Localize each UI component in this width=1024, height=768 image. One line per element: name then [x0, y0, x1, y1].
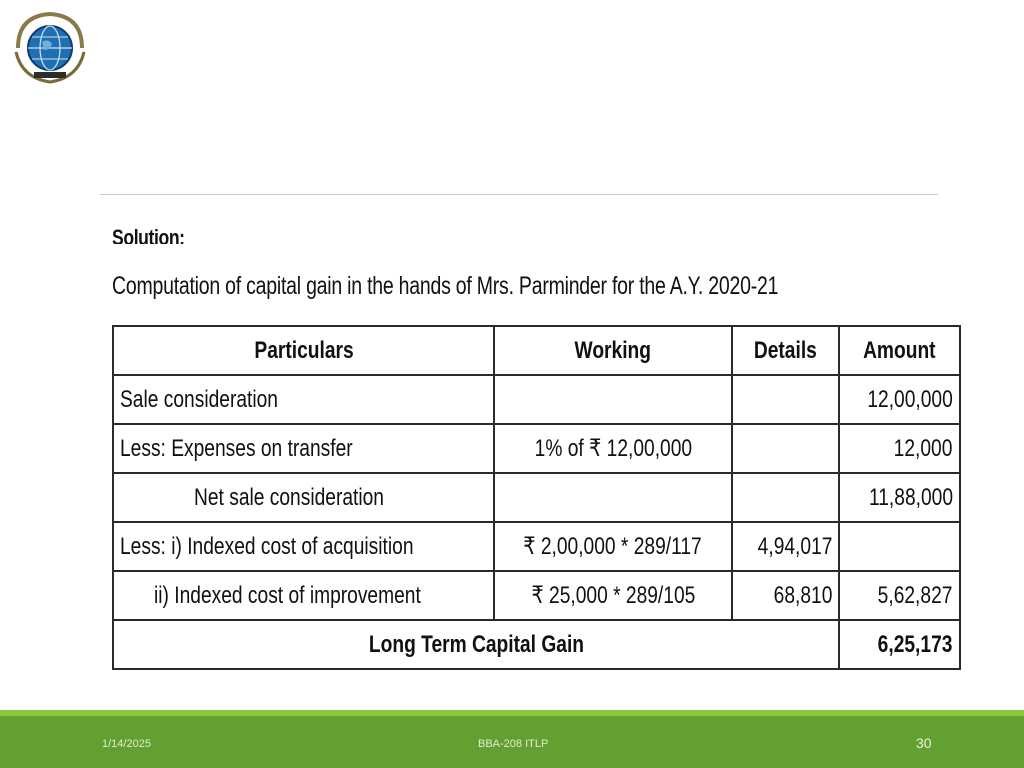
cell-details — [732, 473, 839, 522]
table-header-row — [113, 326, 960, 375]
table-caption: Computation of capital gain in the hands of Mrs. Parminder for the A.Y. 2020-21 — [112, 272, 779, 300]
cell-working — [494, 375, 731, 424]
cell-working — [494, 473, 731, 522]
cell-amount: 5,62,827 — [839, 571, 960, 620]
cell-amount — [839, 522, 960, 571]
footer-date: 1/14/2025 — [102, 738, 151, 750]
cell-particulars: Net sale consideration — [113, 473, 494, 522]
table-row — [113, 571, 960, 620]
total-label: Long Term Capital Gain — [113, 620, 839, 669]
cell-working: ₹ 2,00,000 * 289/117 — [494, 522, 731, 571]
cell-working: 1% of ₹ 12,00,000 — [494, 424, 731, 473]
header-details: Details — [732, 326, 839, 375]
cell-amount: 12,00,000 — [839, 375, 960, 424]
cell-amount: 12,000 — [839, 424, 960, 473]
table-row — [113, 424, 960, 473]
cell-particulars: Less: i) Indexed cost of acquisition — [113, 522, 494, 571]
cell-amount: 11,88,000 — [839, 473, 960, 522]
table-row — [113, 473, 960, 522]
header-working: Working — [494, 326, 731, 375]
cell-particulars: Sale consideration — [113, 375, 494, 424]
capital-gain-table — [112, 325, 961, 670]
footer-course-code: BBA-208 ITLP — [478, 738, 549, 750]
cell-details — [732, 375, 839, 424]
cell-details: 68,810 — [732, 571, 839, 620]
header-amount: Amount — [839, 326, 960, 375]
total-amount: 6,25,173 — [839, 620, 960, 669]
header-particulars: Particulars — [113, 326, 494, 375]
footer-page-number: 30 — [916, 735, 932, 751]
table-row — [113, 522, 960, 571]
slide-footer — [0, 716, 1024, 768]
table-row — [113, 375, 960, 424]
cell-details: 4,94,017 — [732, 522, 839, 571]
title-divider — [100, 194, 938, 195]
slide-content — [112, 222, 938, 301]
institution-logo-icon — [12, 8, 88, 86]
cell-details — [732, 424, 839, 473]
cell-particulars: Less: Expenses on transfer — [113, 424, 494, 473]
cell-particulars: ii) Indexed cost of improvement — [113, 571, 494, 620]
solution-heading: Solution: — [112, 225, 185, 244]
total-row — [113, 620, 960, 669]
cell-working: ₹ 25,000 * 289/105 — [494, 571, 731, 620]
